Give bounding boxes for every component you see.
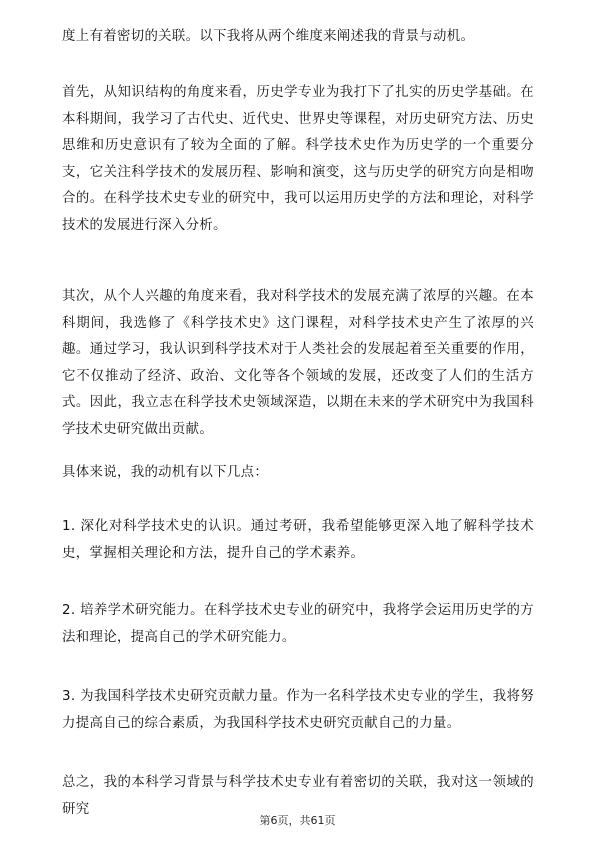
paragraph-conclusion: 总之，我的本科学习背景与科学技术史专业有着密切的关联，我对这一领域的研究 bbox=[62, 775, 534, 817]
paragraph-motivation-3: 3. 为我国科学技术史研究贡献力量。作为一名科学技术史专业的学生，我将努力提高自己的综合素质，为我国科学技术史研究贡献自己的力量。 bbox=[62, 689, 534, 731]
page-number-footer: 第6页，共61页 bbox=[259, 814, 336, 827]
paragraph-motivation-2: 2. 培养学术研究能力。在科学技术史专业的研究中，我将学会运用历史学的方法和理论，提高自己的学术研究能力。 bbox=[62, 603, 534, 645]
paragraph-knowledge-structure: 首先，从知识结构的角度来看，历史学专业为我打下了扎实的历史学基础。在本科期间，我学习了古代史、近代史、世界史等课程，对历史研究方法、历史思维和历史意识有了较为全面的了解。科学技术史作为历史学的一个重要分支，它关注科学技术的发展历程、影响和演变，这与历史学的研究方向是相吻合的。在科学技术史专业的研究中，我可以运用历史学的方法和理论，对科学技术的发展进行深入分析。 bbox=[62, 85, 534, 233]
paragraph-motivation-heading: 具体来说，我的动机有以下几点： bbox=[62, 465, 269, 480]
paragraph-personal-interest: 其次，从个人兴趣的角度来看，我对科学技术的发展充满了浓厚的兴趣。在本科期间，我选修了《科学技术史》这门课程，对科学技术史产生了浓厚的兴趣。通过学习，我认识到科学技术对于人类社会的发展起着至关重要的作用，它不仅推动了经济、政治、文化等各个领域的发展，还改变了人们的生活方式。因此，我立志在科学技术史领域深造，以期在未来的学术研究中为我国科学技术史研究做出贡献。 bbox=[62, 289, 534, 437]
paragraph-intro-continuation: 度上有着密切的关联。以下我将从两个维度来阐述我的背景与动机。 bbox=[62, 29, 475, 44]
paragraph-motivation-1: 1. 深化对科学技术史的认识。通过考研，我希望能够更深入地了解科学技术史，掌握相关理论和方法，提升自己的学术素养。 bbox=[62, 519, 534, 561]
